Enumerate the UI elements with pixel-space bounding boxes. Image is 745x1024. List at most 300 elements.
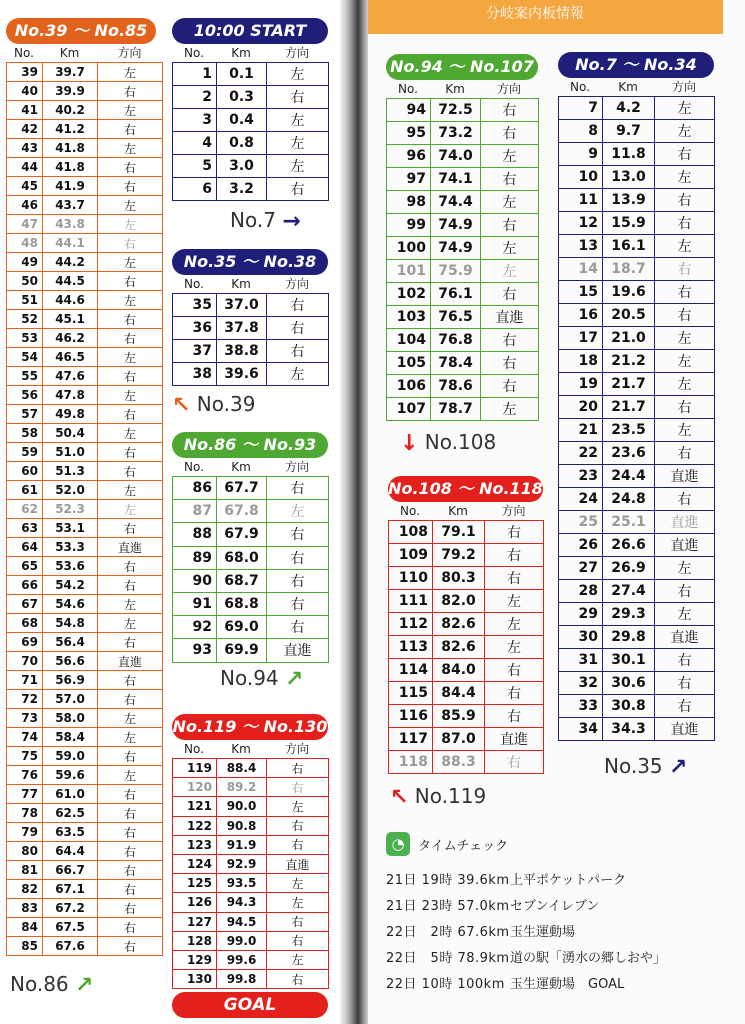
cell-no: 80: [7, 842, 43, 861]
table-row: [173, 86, 329, 109]
table-row: [7, 785, 163, 804]
cell-km: 29.3: [603, 603, 655, 626]
column-header-dir: 方向: [284, 277, 309, 291]
cell-km: 0.1: [217, 63, 267, 86]
cell-km: 53.1: [43, 519, 98, 538]
cell-dir: 直進: [655, 465, 715, 488]
cell-no: 121: [173, 797, 217, 816]
cell-no: 45: [7, 177, 43, 196]
junction-table: [558, 96, 715, 741]
table-row: [559, 235, 715, 258]
time-check-place: 玉生運動場: [510, 925, 576, 940]
cell-dir: 右: [655, 143, 715, 166]
cell-km: 3.2: [217, 178, 267, 201]
column-header-dir: 方向: [117, 46, 142, 60]
next-section-label: No.119: [414, 784, 487, 808]
cell-no: 60: [7, 462, 43, 481]
table-row: [387, 168, 539, 191]
cell-no: 84: [7, 918, 43, 937]
cell-km: 67.5: [43, 918, 98, 937]
column-headers: [558, 78, 714, 96]
cell-km: 4.2: [603, 97, 655, 120]
cell-dir: 右: [98, 633, 163, 652]
section-s35: [172, 249, 328, 386]
table-row: [559, 97, 715, 120]
table-row: [7, 405, 163, 424]
cell-no: 108: [389, 521, 433, 544]
cell-km: 23.6: [603, 442, 655, 465]
arrow-icon: ↗: [285, 667, 304, 692]
table-row: [559, 120, 715, 143]
table-row: [7, 937, 163, 956]
cell-no: 88: [173, 523, 217, 546]
cell-km: 21.7: [603, 373, 655, 396]
cell-km: 68.7: [217, 569, 267, 592]
cell-dir: 左: [655, 350, 715, 373]
table-row: [559, 649, 715, 672]
cell-km: 38.8: [217, 340, 267, 363]
time-check-row: [386, 946, 736, 972]
cell-km: 88.4: [217, 759, 267, 778]
cell-no: 19: [559, 373, 603, 396]
cell-dir: 右: [655, 212, 715, 235]
cell-km: 72.5: [431, 99, 481, 122]
column-headers: [6, 44, 162, 62]
table-row: [7, 310, 163, 329]
cell-no: 78: [7, 804, 43, 823]
cell-dir: 左: [655, 603, 715, 626]
cell-km: 52.0: [43, 481, 98, 500]
table-row: [387, 122, 539, 145]
table-row: [173, 778, 329, 797]
cell-dir: 左: [98, 728, 163, 747]
cell-dir: 右: [655, 442, 715, 465]
cell-no: 116: [389, 705, 433, 728]
table-row: [559, 465, 715, 488]
cell-no: 37: [173, 340, 217, 363]
column-header-no: No.: [184, 460, 204, 474]
cell-no: 82: [7, 880, 43, 899]
cell-km: 91.9: [217, 835, 267, 854]
cell-no: 94: [387, 99, 431, 122]
junction-table: [388, 520, 544, 774]
cell-dir: 右: [481, 375, 539, 398]
column-headers: [172, 740, 328, 758]
cell-km: 99.0: [217, 931, 267, 950]
section-s39: [6, 18, 162, 956]
clock-icon: ◔: [386, 832, 410, 856]
cell-km: 69.9: [217, 639, 267, 662]
cell-km: 13.9: [603, 189, 655, 212]
table-row: [7, 63, 163, 82]
cell-no: 59: [7, 443, 43, 462]
cell-no: 24: [559, 488, 603, 511]
cell-km: 19.6: [603, 281, 655, 304]
cell-dir: 左: [267, 950, 329, 969]
cell-km: 46.2: [43, 329, 98, 348]
cell-no: 85: [7, 937, 43, 956]
cell-dir: 右: [267, 931, 329, 950]
table-row: [173, 317, 329, 340]
cell-dir: 右: [267, 816, 329, 835]
cell-dir: 左: [267, 132, 329, 155]
cell-km: 15.9: [603, 212, 655, 235]
cell-km: 24.8: [603, 488, 655, 511]
cell-dir: 左: [485, 590, 544, 613]
cell-dir: 左: [655, 419, 715, 442]
table-row: [7, 481, 163, 500]
column-header-dir: 方向: [501, 504, 526, 518]
table-row: [559, 166, 715, 189]
cell-dir: 右: [98, 310, 163, 329]
cell-no: 114: [389, 659, 433, 682]
cell-dir: 右: [98, 785, 163, 804]
cell-km: 62.5: [43, 804, 98, 823]
table-row: [7, 234, 163, 253]
cell-no: 39: [7, 63, 43, 82]
cell-no: 40: [7, 82, 43, 101]
cell-km: 67.2: [43, 899, 98, 918]
next-section-label: No.86: [10, 972, 69, 996]
table-row: [389, 636, 544, 659]
cell-no: 25: [559, 511, 603, 534]
cell-no: 66: [7, 576, 43, 595]
table-row: [559, 442, 715, 465]
cell-no: 67: [7, 595, 43, 614]
column-header-dir: 方向: [671, 80, 696, 94]
cell-km: 41.2: [43, 120, 98, 139]
cell-dir: 右: [98, 880, 163, 899]
table-row: [7, 880, 163, 899]
cell-km: 49.8: [43, 405, 98, 424]
column-header-dir: 方向: [284, 460, 309, 474]
table-row: [559, 603, 715, 626]
cell-km: 56.4: [43, 633, 98, 652]
cell-km: 13.0: [603, 166, 655, 189]
cell-km: 61.0: [43, 785, 98, 804]
table-row: [173, 931, 329, 950]
cell-km: 16.1: [603, 235, 655, 258]
table-row: [7, 576, 163, 595]
cell-km: 79.1: [433, 521, 485, 544]
cell-dir: 右: [481, 168, 539, 191]
cell-no: 56: [7, 386, 43, 405]
cell-no: 69: [7, 633, 43, 652]
cell-km: 37.0: [217, 294, 267, 317]
cell-no: 64: [7, 538, 43, 557]
cell-km: 68.0: [217, 546, 267, 569]
section-s94: [386, 54, 538, 421]
cell-dir: 右: [98, 234, 163, 253]
section-s1: [172, 18, 328, 201]
cell-no: 130: [173, 970, 217, 989]
cell-no: 4: [173, 132, 217, 155]
cell-km: 54.2: [43, 576, 98, 595]
next-section-pointer: [390, 784, 486, 810]
table-row: [559, 189, 715, 212]
cell-dir: 右: [485, 659, 544, 682]
table-row: [7, 101, 163, 120]
cell-no: 53: [7, 329, 43, 348]
table-row: [389, 567, 544, 590]
cell-dir: 右: [98, 861, 163, 880]
table-row: [7, 557, 163, 576]
cell-dir: 右: [485, 521, 544, 544]
cell-no: 48: [7, 234, 43, 253]
cell-no: 105: [387, 352, 431, 375]
cell-no: 26: [559, 534, 603, 557]
cell-dir: 右: [655, 695, 715, 718]
cell-dir: 右: [98, 158, 163, 177]
cell-dir: 右: [98, 557, 163, 576]
time-check-place: セブンイレブン: [510, 899, 600, 914]
time-check-header: [386, 832, 736, 856]
time-check-row: [386, 868, 736, 894]
cell-no: 102: [387, 283, 431, 306]
cell-no: 76: [7, 766, 43, 785]
table-row: [173, 970, 329, 989]
cell-km: 41.8: [43, 139, 98, 158]
table-row: [559, 718, 715, 741]
cell-km: 47.6: [43, 367, 98, 386]
cell-no: 120: [173, 778, 217, 797]
cell-km: 0.4: [217, 109, 267, 132]
time-check-title: タイムチェック: [418, 838, 509, 854]
cell-no: 79: [7, 823, 43, 842]
cell-km: 78.6: [431, 375, 481, 398]
cell-dir: 右: [267, 616, 329, 639]
cell-dir: 直進: [98, 538, 163, 557]
cell-dir: 左: [481, 398, 539, 421]
column-header-no: No.: [570, 80, 590, 94]
table-row: [7, 690, 163, 709]
cell-dir: 右: [98, 462, 163, 481]
table-row: [7, 823, 163, 842]
table-row: [387, 283, 539, 306]
table-row: [387, 329, 539, 352]
table-row: [7, 766, 163, 785]
cell-km: 41.8: [43, 158, 98, 177]
cell-dir: 左: [98, 291, 163, 310]
cell-dir: 左: [481, 191, 539, 214]
time-check-time: 21日 23時 57.0km: [386, 899, 510, 914]
cell-no: 73: [7, 709, 43, 728]
time-check-place: 道の駅「湧水の郷しおや」: [510, 951, 667, 966]
cell-no: 31: [559, 649, 603, 672]
table-row: [387, 352, 539, 375]
cell-km: 74.1: [431, 168, 481, 191]
arrow-icon: ↓: [400, 431, 419, 456]
cell-dir: 右: [481, 99, 539, 122]
table-row: [173, 950, 329, 969]
table-row: [559, 534, 715, 557]
cell-no: 7: [559, 97, 603, 120]
cell-dir: 右: [655, 189, 715, 212]
cell-km: 40.2: [43, 101, 98, 120]
cell-dir: 右: [98, 671, 163, 690]
cell-km: 39.6: [217, 363, 267, 386]
junction-table: [172, 476, 329, 663]
cell-km: 99.6: [217, 950, 267, 969]
table-row: [7, 747, 163, 766]
table-row: [173, 109, 329, 132]
next-section-pointer: [400, 430, 496, 456]
table-row: [387, 375, 539, 398]
cell-dir: 直進: [267, 639, 329, 662]
table-row: [7, 519, 163, 538]
cell-dir: 直進: [655, 534, 715, 557]
cell-dir: 左: [655, 120, 715, 143]
cell-km: 52.3: [43, 500, 98, 519]
cell-dir: 右: [267, 86, 329, 109]
cell-dir: 左: [98, 196, 163, 215]
table-row: [173, 363, 329, 386]
cell-km: 74.0: [431, 145, 481, 168]
cell-no: 65: [7, 557, 43, 576]
cell-no: 81: [7, 861, 43, 880]
cell-no: 18: [559, 350, 603, 373]
time-check-row: [386, 920, 736, 946]
time-check-rows: [386, 868, 736, 998]
arrow-icon: ↗: [75, 973, 94, 998]
column-headers: [386, 80, 538, 98]
cell-no: 93: [173, 639, 217, 662]
cell-no: 36: [173, 317, 217, 340]
column-header-km: Km: [231, 742, 251, 756]
table-row: [7, 671, 163, 690]
cell-dir: 右: [655, 304, 715, 327]
table-row: [387, 398, 539, 421]
column-headers: [172, 44, 328, 62]
section-title: No.108 ～ No.118: [388, 476, 543, 502]
table-row: [173, 63, 329, 86]
cell-km: 39.9: [43, 82, 98, 101]
junction-table: [6, 62, 163, 956]
cell-km: 87.0: [433, 728, 485, 751]
table-row: [389, 613, 544, 636]
cell-km: 76.8: [431, 329, 481, 352]
cell-km: 58.0: [43, 709, 98, 728]
cell-dir: 右: [655, 649, 715, 672]
cell-no: 98: [387, 191, 431, 214]
cell-km: 11.8: [603, 143, 655, 166]
cell-no: 43: [7, 139, 43, 158]
table-row: [7, 424, 163, 443]
cell-dir: 左: [655, 166, 715, 189]
cell-km: 92.9: [217, 854, 267, 873]
table-row: [559, 304, 715, 327]
cell-dir: 左: [98, 614, 163, 633]
cell-km: 34.3: [603, 718, 655, 741]
section-title: No.39 ～ No.85: [6, 18, 156, 44]
table-row: [7, 272, 163, 291]
arrow-icon: ↖: [390, 785, 409, 810]
cell-no: 72: [7, 690, 43, 709]
table-row: [559, 488, 715, 511]
cell-dir: 左: [98, 595, 163, 614]
cell-dir: 左: [98, 348, 163, 367]
table-row: [173, 500, 329, 523]
junction-table: [172, 758, 329, 989]
cell-no: 119: [173, 759, 217, 778]
cell-no: 51: [7, 291, 43, 310]
table-row: [173, 294, 329, 317]
table-row: [7, 82, 163, 101]
cell-no: 115: [389, 682, 433, 705]
cell-no: 109: [389, 544, 433, 567]
table-row: [173, 477, 329, 500]
cell-km: 76.5: [431, 306, 481, 329]
table-row: [7, 709, 163, 728]
table-row: [7, 462, 163, 481]
column-header-dir: 方向: [284, 46, 309, 60]
cell-dir: 右: [267, 970, 329, 989]
cell-dir: 右: [655, 258, 715, 281]
section-title: 10:00 START: [172, 18, 328, 44]
table-row: [173, 797, 329, 816]
cell-dir: 右: [655, 580, 715, 603]
arrow-icon: →: [282, 209, 301, 234]
cell-no: 75: [7, 747, 43, 766]
cell-no: 33: [559, 695, 603, 718]
cell-dir: 左: [267, 109, 329, 132]
table-row: [7, 595, 163, 614]
cell-km: 29.8: [603, 626, 655, 649]
cell-no: 97: [387, 168, 431, 191]
cell-km: 57.0: [43, 690, 98, 709]
table-row: [559, 396, 715, 419]
cell-km: 69.0: [217, 616, 267, 639]
cell-km: 63.5: [43, 823, 98, 842]
column-headers: [388, 502, 543, 520]
cell-km: 44.2: [43, 253, 98, 272]
cell-no: 126: [173, 893, 217, 912]
cell-km: 30.1: [603, 649, 655, 672]
cell-km: 66.7: [43, 861, 98, 880]
cell-dir: 右: [655, 672, 715, 695]
cell-no: 20: [559, 396, 603, 419]
time-check-row: [386, 894, 736, 920]
cell-no: 54: [7, 348, 43, 367]
cell-km: 67.9: [217, 523, 267, 546]
table-row: [559, 672, 715, 695]
next-section-label: No.7: [230, 208, 276, 232]
cell-km: 20.5: [603, 304, 655, 327]
cell-no: 57: [7, 405, 43, 424]
table-row: [7, 861, 163, 880]
cell-dir: 左: [267, 63, 329, 86]
cell-no: 49: [7, 253, 43, 272]
cell-no: 3: [173, 109, 217, 132]
section-s108: [388, 476, 543, 774]
cell-dir: 右: [481, 283, 539, 306]
cell-dir: 左: [485, 613, 544, 636]
table-row: [559, 143, 715, 166]
cell-km: 84.4: [433, 682, 485, 705]
cell-dir: 右: [267, 546, 329, 569]
table-row: [173, 835, 329, 854]
cell-dir: 左: [655, 235, 715, 258]
cell-km: 73.2: [431, 122, 481, 145]
next-section-label: No.94: [220, 666, 279, 690]
time-check-row: [386, 972, 736, 998]
cell-dir: 左: [98, 63, 163, 82]
cell-km: 84.0: [433, 659, 485, 682]
cell-dir: 左: [267, 797, 329, 816]
cell-no: 32: [559, 672, 603, 695]
cell-km: 64.4: [43, 842, 98, 861]
cell-no: 2: [173, 86, 217, 109]
